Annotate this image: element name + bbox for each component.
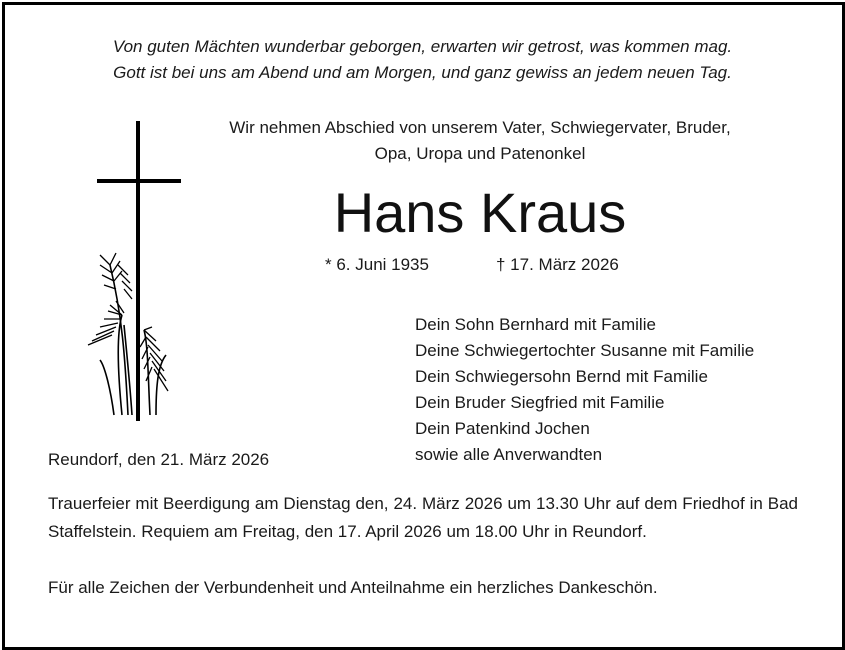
deceased-name: Hans Kraus [333, 181, 627, 244]
mourner-item: Deine Schwiegertochter Susanne mit Familie [415, 341, 755, 360]
mourners-list [415, 312, 754, 468]
intro-line-1: Wir nehmen Abschied von unserem Vater, Schwiegervater, Bruder, [229, 118, 731, 137]
mourner-item: Dein Bruder Siegfried mit Familie [415, 393, 665, 412]
mourner-item: Dein Schwiegersohn Bernd mit Familie [415, 367, 708, 386]
place-date: Reundorf, den 21. März 2026 [48, 450, 270, 469]
poem-line-1: Von guten Mächten wunderbar geborgen, erwarten wir getrost, was kommen mag. [112, 37, 733, 56]
thanks-note: Für alle Zeichen der Verbundenheit und Anteilnahme ein herzliches Dankeschön. [48, 578, 658, 597]
intro-text [150, 115, 810, 167]
death-date: † 17. März 2026 [496, 255, 619, 274]
poem-line-2: Gott ist bei uns am Abend und am Morgen, und ganz gewiss an jedem neuen Tag. [113, 63, 732, 82]
poem [0, 34, 845, 86]
intro-line-2: Opa, Uropa und Patenonkel [374, 144, 586, 163]
birth-date: * 6. Juni 1935 [325, 255, 429, 274]
funeral-details: Trauerfeier mit Beerdigung am Dienstag den, 24. März 2026 um 13.30 Uhr auf dem Friedhof in Bad Staffelstein. Requiem am Freitag, den 17. April 2026 um 18.00 Uhr in Reundorf. [48, 494, 798, 541]
mourner-item: sowie alle Anverwandten [415, 445, 603, 464]
mourner-item: Dein Sohn Bernhard mit Familie [415, 315, 656, 334]
mourner-item: Dein Patenkind Jochen [415, 419, 590, 438]
